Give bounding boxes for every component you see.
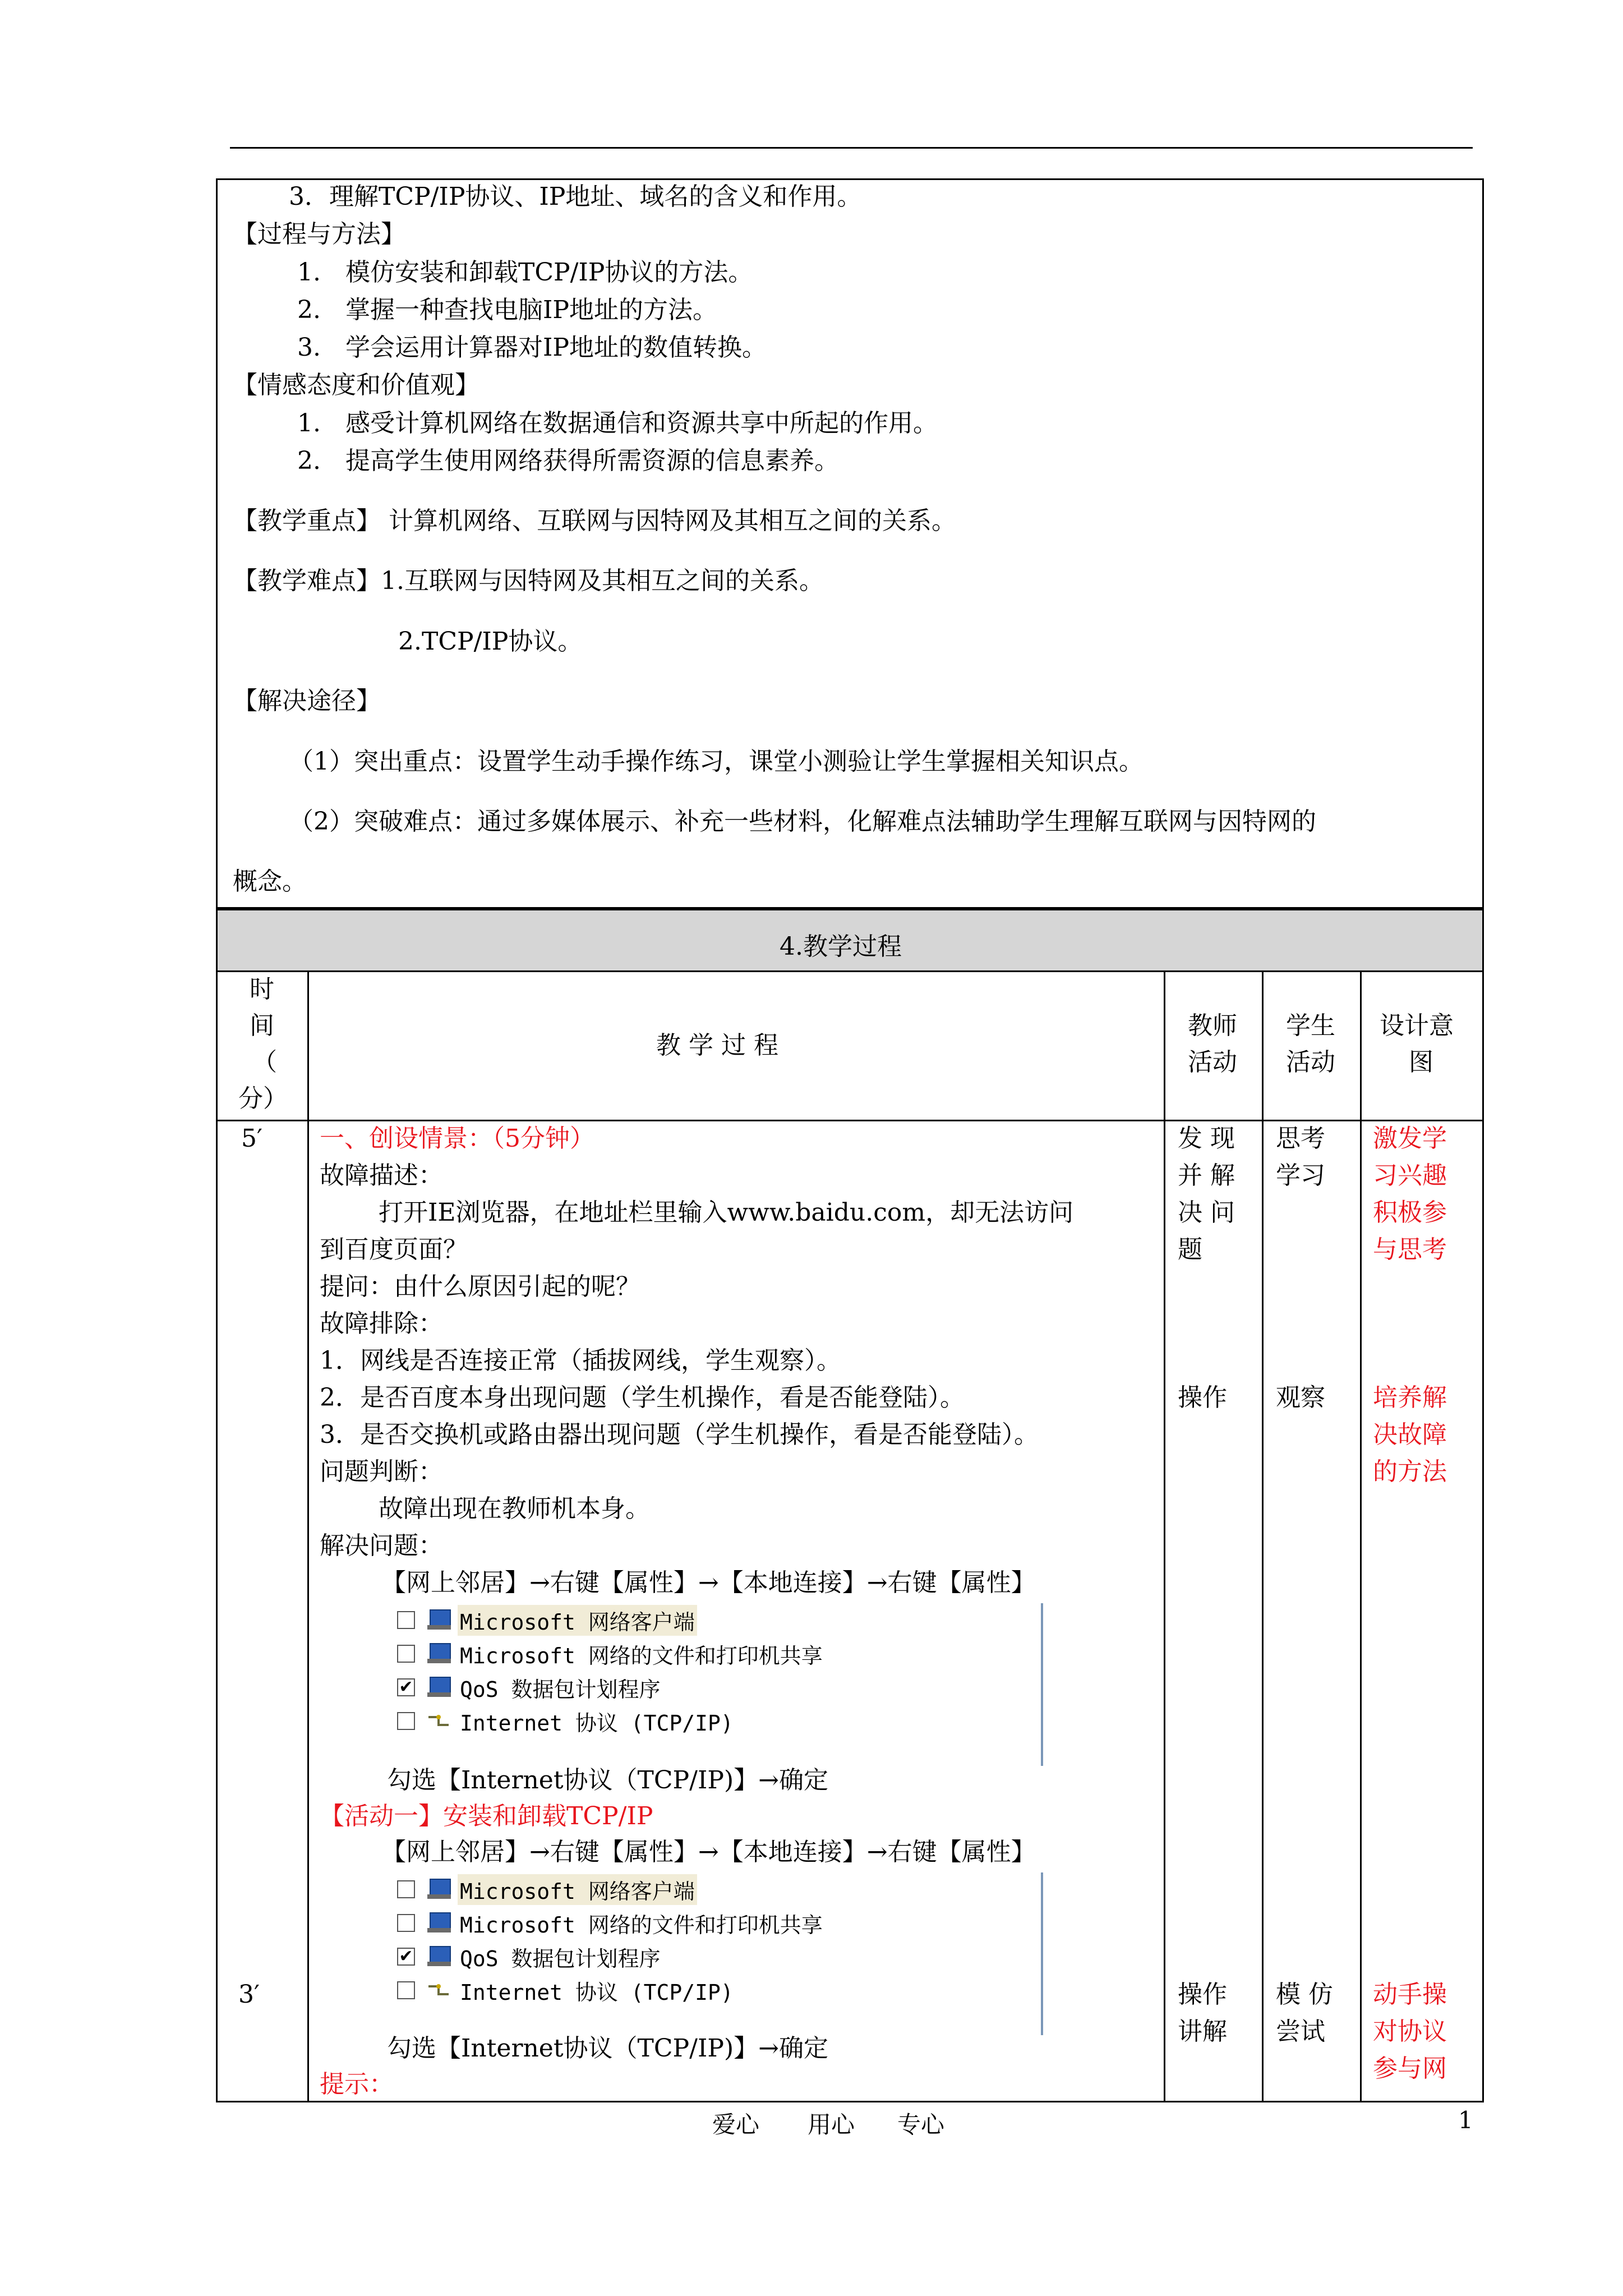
row1-student-a-1: 思考 [1276,1124,1325,1153]
table-left-border [216,909,218,2102]
emotion-values-item-1: 1. 感受计算机网络在数据通信和资源共享中所起的作用。 [297,409,938,438]
activity1-time: 3′ [238,1980,260,2009]
dialog1-scrollbar[interactable] [1041,1603,1043,1766]
row1-line-1: 故障描述： [320,1161,443,1190]
table-header-top-rule [216,970,1484,972]
header-time-2: 间 [250,1011,274,1040]
activity1-design-1: 动手操 [1373,1980,1447,2009]
dialog1-item-qos[interactable]: ✔ QoS 数据包计划程序 [397,1672,663,1703]
header-design-2: 图 [1409,1048,1433,1076]
solutions-item-2-line-2: 概念。 [233,867,307,896]
activity1-prefix: 【活动一】 [320,1802,443,1830]
row1-teacher-a-2: 并 解 [1178,1161,1235,1190]
dialog2-scrollbar[interactable] [1041,1872,1043,2035]
row1-line-10: 故障出现在教师机本身。 [379,1494,650,1523]
activity1-design-3: 参与网 [1373,2054,1447,2083]
qos-scheduler-icon [425,1945,453,1968]
difficulties-line-2: 2.TCP/IP协议。 [398,627,583,656]
network-components-dialog-2 [387,1872,1043,2035]
section-title: 4.教学过程 [780,932,902,961]
solutions-item-1: （1）突出重点：设置学生动手操作练习，课堂小测验让学生掌握相关知识点。 [289,747,1144,776]
row1-line-7: 2．是否百度本身出现问题（学生机操作，看是否能登陆）。 [320,1383,965,1412]
activity1-path: 【网上邻居】→右键【属性】→【本地连接】→右键【属性】 [381,1838,1036,1866]
dialog2-item-qos[interactable]: ✔ QoS 数据包计划程序 [397,1941,663,1972]
activity1-heading [320,1802,653,1831]
row1-heading: 一、创设情景：（5分钟） [320,1124,594,1153]
row1-line-6: 1．网线是否连接正常（插拔网线，学生观察）。 [320,1346,841,1375]
row1-line-9: 问题判断： [320,1457,443,1486]
row1-design-a-3: 积极参 [1373,1198,1447,1227]
header-rule [230,147,1473,149]
difficulties-line-1: 【教学难点】1.互联网与因特网及其相互之间的关系。 [233,567,824,595]
objectives-frame [216,178,1484,909]
header-time-1: 时 [250,975,274,1004]
header-teacher-1: 教师 [1188,1011,1237,1040]
network-client-icon [425,1608,453,1632]
row1-path: 【网上邻居】→右键【属性】→【本地连接】→右键【属性】 [381,1568,1036,1597]
header-time-3: （ [252,1048,277,1076]
col-divider-2 [1164,970,1165,2102]
header-time-4: 分） [238,1084,288,1113]
row1-teacher-a-1: 发 现 [1178,1124,1235,1153]
table-header-bottom-rule [216,1120,1484,1121]
row1-time: 5′ [241,1124,262,1153]
row1-confirm: 勾选【Internet协议（TCP/IP)】→确定 [387,1766,828,1795]
header-teacher-2: 活动 [1188,1048,1237,1076]
row1-line-5: 故障排除： [320,1309,443,1338]
row1-teacher-a-3: 决 问 [1178,1198,1235,1227]
tcpip-protocol-icon [425,1709,453,1733]
row1-line-3: 到百度页面？ [320,1235,468,1264]
checkbox-unchecked-icon[interactable] [397,1712,415,1730]
row1-student-a-2: 学习 [1276,1161,1325,1190]
activity1-student-2: 尝试 [1276,2017,1325,2046]
file-printer-sharing-icon [425,1642,453,1665]
process-method-heading: 【过程与方法】 [233,220,405,249]
dialog2-item-sharing[interactable]: Microsoft 网络的文件和打印机共享 [397,1907,825,1939]
checkbox-unchecked-icon[interactable] [397,1880,415,1898]
checkbox-unchecked-icon[interactable] [397,1611,415,1629]
checkbox-checked-icon[interactable]: ✔ [397,1678,415,1696]
emotion-values-heading: 【情感态度和价值观】 [233,371,479,399]
row1-design-b-3: 的方法 [1373,1457,1447,1486]
page-number: 1 [1458,2106,1473,2134]
header-process: 教 学 过 程 [656,1031,778,1060]
row1-student-b: 观察 [1276,1383,1325,1412]
checkbox-unchecked-icon[interactable] [397,1645,415,1663]
section-top-rule [216,909,1484,910]
row1-teacher-b: 操作 [1178,1383,1227,1412]
key-points: 【教学重点】 计算机网络、互联网与因特网及其相互之间的关系。 [233,507,956,535]
col-divider-3 [1262,970,1264,2102]
footer-motto-1: 爱心 [712,2111,760,2138]
row1-design-b-2: 决故障 [1373,1420,1447,1449]
process-method-item-1: 1. 模仿安装和卸载TCP/IP协议的方法。 [297,258,753,287]
col-divider-1 [307,970,309,2102]
footer-motto-3: 专心 [897,2111,945,2138]
row1-line-4: 提问：由什么原因引起的呢？ [320,1272,640,1301]
dialog2-item-client[interactable]: Microsoft 网络客户端 [397,1874,697,1905]
row1-line-2: 打开IE浏览器，在地址栏里输入www.baidu.com，却无法访问 [379,1198,1074,1227]
activity1-student-1: 模 仿 [1276,1980,1333,2009]
checkbox-checked-icon[interactable]: ✔ [397,1948,415,1966]
activity1-teacher-2: 讲解 [1178,2017,1227,2046]
row1-design-a-4: 与思考 [1373,1235,1447,1264]
solutions-heading: 【解决途径】 [233,687,381,715]
checkbox-unchecked-icon[interactable] [397,1914,415,1932]
activity1-confirm: 勾选【Internet协议（TCP/IP)】→确定 [387,2034,828,2063]
row1-design-b-1: 培养解 [1373,1383,1447,1412]
activity1-title: 安装和卸载TCP/IP [443,1802,653,1830]
footer-motto-2: 用心 [808,2111,855,2138]
activity1-design-2: 对协议 [1373,2017,1447,2046]
header-design-1: 设计意 [1380,1011,1454,1040]
checkbox-unchecked-icon[interactable] [397,1981,415,1999]
dialog1-item-client[interactable]: Microsoft 网络客户端 [397,1604,697,1636]
dialog1-item-tcpip[interactable]: Internet 协议 (TCP/IP) [397,1705,736,1737]
tcpip-protocol-icon [425,1978,453,2002]
table-right-border [1482,909,1484,2102]
objective-item-3: 3．理解TCP/IP协议、IP地址、域名的含义和作用。 [289,182,862,211]
col-divider-4 [1360,970,1362,2102]
network-components-dialog-1 [387,1603,1043,1766]
activity1-teacher-1: 操作 [1178,1980,1227,2009]
dialog2-item-tcpip[interactable]: Internet 协议 (TCP/IP) [397,1975,736,2006]
process-method-item-3: 3. 学会运用计算器对IP地址的数值转换。 [297,333,767,362]
header-student-1: 学生 [1286,1011,1335,1040]
network-client-icon [425,1878,453,1901]
dialog1-item-sharing[interactable]: Microsoft 网络的文件和打印机共享 [397,1638,825,1669]
emotion-values-item-2: 2. 提高学生使用网络获得所需资源的信息素养。 [297,447,839,475]
row1-line-8: 3．是否交换机或路由器出现问题（学生机操作，看是否能登陆）。 [320,1420,1039,1449]
process-method-item-2: 2. 掌握一种查找电脑IP地址的方法。 [297,296,717,324]
row1-design-a-1: 激发学 [1373,1124,1447,1153]
solutions-item-2-line-1: （2）突破难点：通过多媒体展示、补充一些材料，化解难点法辅助学生理解互联网与因特网的 [289,807,1316,836]
header-student-2: 活动 [1286,1048,1335,1076]
file-printer-sharing-icon [425,1911,453,1935]
table-bottom-rule [216,2101,1484,2102]
row1-design-a-2: 习兴趣 [1373,1161,1447,1190]
qos-scheduler-icon [425,1676,453,1699]
row1-teacher-a-4: 题 [1178,1235,1202,1264]
activity1-hint: 提示： [320,2070,394,2099]
row1-line-11: 解决问题： [320,1531,443,1560]
